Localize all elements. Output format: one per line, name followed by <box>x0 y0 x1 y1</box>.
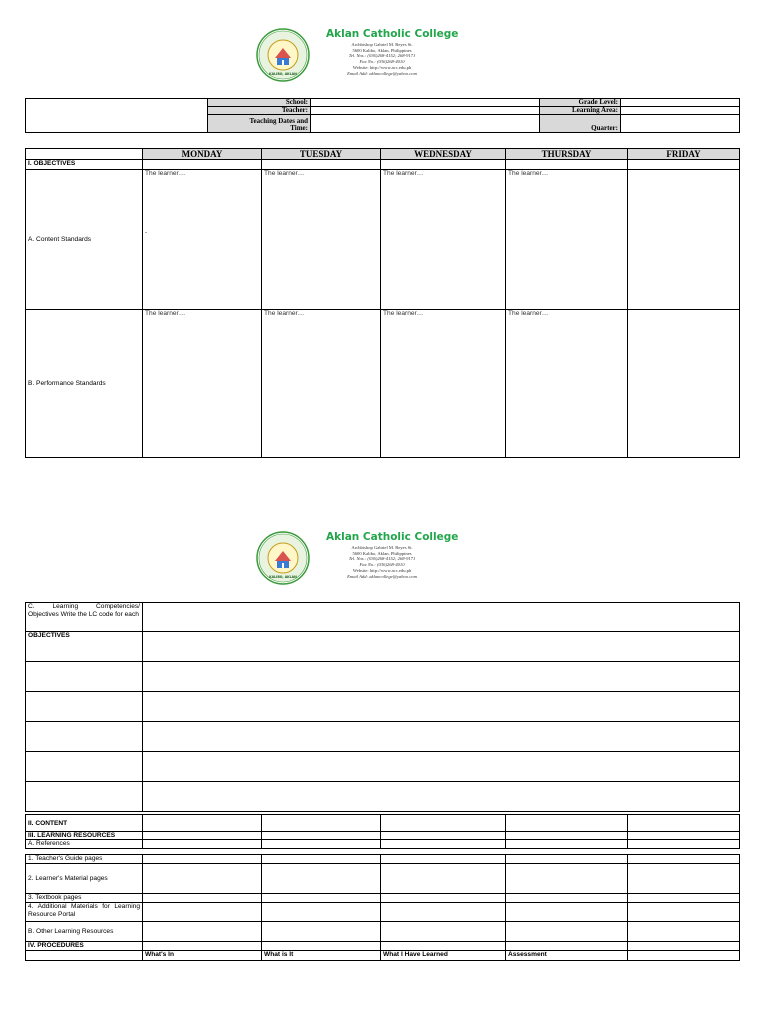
content-standards-label: A. Content Standards <box>26 170 143 310</box>
objective-row-field[interactable] <box>143 692 740 722</box>
competencies-field[interactable] <box>143 603 740 632</box>
performance-cell-friday[interactable] <box>628 310 740 458</box>
tg-cell[interactable] <box>381 855 506 864</box>
other-cell[interactable] <box>381 922 506 942</box>
objectives-field[interactable] <box>143 632 740 662</box>
objectives-table <box>25 148 740 458</box>
school-field[interactable] <box>311 99 540 107</box>
school-label: School: <box>208 99 311 107</box>
performance-cell-tuesday[interactable]: The learner… <box>262 310 381 458</box>
tg-cell[interactable] <box>143 855 262 864</box>
day-header: WEDNESDAY <box>381 149 506 160</box>
day-header: FRIDAY <box>628 149 740 160</box>
college-address: Archbishop Gabriel M. Reyes St. 5600 Kalibo, Aklan, Philippines Tel. Nos.: (036)268-4152; 268-9171 Fax No.: (036)268-4010 Website: http://www.acc.edu.ph Email Add: aklancollege@yahoo.com <box>347 42 417 76</box>
textbook-cell[interactable] <box>506 894 628 903</box>
college-address: Archbishop Gabriel M. Reyes St. 5600 Kalibo, Aklan, Philippines Tel. Nos.: (036)268-4152; 268-9171 Fax No.: (036)268-4010 Website: http://www.acc.edu.ph Email Add: aklancollege@yahoo.com <box>347 545 417 579</box>
procedures-friday <box>628 951 740 961</box>
resources-table <box>25 814 740 961</box>
additional-materials-label: 4. Additional Materials for Learning Resource Portal <box>26 903 143 922</box>
days-corner <box>26 149 143 160</box>
learning-area-field[interactable] <box>621 107 740 115</box>
content-cell-wednesday[interactable]: The learner… <box>381 170 506 310</box>
teacher-field[interactable] <box>311 107 540 115</box>
learning-resources-heading: III. LEARNING RESOURCES <box>26 832 143 840</box>
tg-cell[interactable] <box>262 855 381 864</box>
competencies-label: C. Learning Competencies/ Objectives Write the LC code for each <box>26 603 143 632</box>
references-label: A. References <box>26 840 143 849</box>
svg-text:KALIBO, AKLAN: KALIBO, AKLAN <box>269 72 297 76</box>
lm-cell[interactable] <box>262 864 381 894</box>
content-cell-friday[interactable] <box>628 170 740 310</box>
svg-text:KALIBO, AKLAN: KALIBO, AKLAN <box>269 575 297 579</box>
other-resources-label: B. Other Learning Resources <box>26 922 143 942</box>
objectives-label: OBJECTIVES <box>26 632 143 662</box>
college-logo <box>256 531 310 585</box>
additional-cell[interactable] <box>381 903 506 922</box>
objective-row-label <box>26 662 143 692</box>
objective-row-label <box>26 722 143 752</box>
textbook-cell[interactable] <box>381 894 506 903</box>
other-cell[interactable] <box>262 922 381 942</box>
quarter-label: Quarter: <box>540 115 621 133</box>
additional-cell[interactable] <box>628 903 740 922</box>
content-cell-tuesday[interactable]: The learner… <box>262 170 381 310</box>
teacher-info-table <box>25 98 740 133</box>
content-cell[interactable] <box>143 815 262 832</box>
procedures-heading: IV. PROCEDURES <box>26 942 143 951</box>
grade-level-field[interactable] <box>621 99 740 107</box>
content-cell[interactable] <box>628 815 740 832</box>
lm-pages-label: 2. Learner's Material pages <box>26 864 143 894</box>
textbook-cell[interactable] <box>262 894 381 903</box>
objective-row-field[interactable] <box>143 752 740 782</box>
lm-cell[interactable] <box>628 864 740 894</box>
objective-row-field[interactable] <box>143 722 740 752</box>
objective-row-field[interactable] <box>143 662 740 692</box>
textbook-pages-label: 3. Textbook pages <box>26 894 143 903</box>
content-cell-monday[interactable]: The learner… - <box>143 170 262 310</box>
teacher-label: Teacher: <box>208 107 311 115</box>
assessment-heading: Assessment <box>506 951 628 961</box>
other-cell[interactable] <box>506 922 628 942</box>
what-is-it-heading: What is It <box>262 951 381 961</box>
content-heading: II. CONTENT <box>26 815 143 832</box>
additional-cell[interactable] <box>143 903 262 922</box>
content-cell[interactable] <box>262 815 381 832</box>
whats-in-heading: What's In <box>143 951 262 961</box>
college-header-page2 <box>256 531 459 591</box>
teaching-dates-label: Teaching Dates and Time: <box>208 115 311 133</box>
day-header: TUESDAY <box>262 149 381 160</box>
grade-level-label: Grade Level: <box>540 99 621 107</box>
college-name: Aklan Catholic College <box>326 531 459 543</box>
performance-cell-thursday[interactable]: The learner… <box>506 310 628 458</box>
content-cell-thursday[interactable]: The learner… <box>506 170 628 310</box>
college-header <box>256 28 459 88</box>
performance-cell-wednesday[interactable]: The learner… <box>381 310 506 458</box>
textbook-cell[interactable] <box>143 894 262 903</box>
info-blank-cell <box>26 99 208 133</box>
objectives-heading: I. OBJECTIVES <box>26 160 143 170</box>
day-header: THURSDAY <box>506 149 628 160</box>
competencies-table <box>25 602 740 812</box>
content-cell[interactable] <box>381 815 506 832</box>
other-cell[interactable] <box>628 922 740 942</box>
objective-row-label <box>26 692 143 722</box>
college-logo <box>256 28 310 82</box>
teaching-dates-field[interactable] <box>311 115 540 133</box>
objective-row-label <box>26 752 143 782</box>
procedures-blank <box>26 951 143 961</box>
additional-cell[interactable] <box>262 903 381 922</box>
performance-standards-label: B. Performance Standards <box>26 310 143 458</box>
college-name: Aklan Catholic College <box>326 28 459 40</box>
tg-cell[interactable] <box>628 855 740 864</box>
objective-row-label <box>26 782 143 812</box>
lm-cell[interactable] <box>143 864 262 894</box>
other-cell[interactable] <box>143 922 262 942</box>
objective-row-field[interactable] <box>143 782 740 812</box>
tg-pages-label: 1. Teacher's Guide pages <box>26 855 143 864</box>
textbook-cell[interactable] <box>628 894 740 903</box>
content-cell[interactable] <box>506 815 628 832</box>
lm-cell[interactable] <box>506 864 628 894</box>
day-header: MONDAY <box>143 149 262 160</box>
lm-cell[interactable] <box>381 864 506 894</box>
tg-cell[interactable] <box>506 855 628 864</box>
learning-area-label: Learning Area: <box>540 107 621 115</box>
quarter-field[interactable] <box>621 115 740 133</box>
performance-cell-monday[interactable]: The learner… <box>143 310 262 458</box>
what-i-learned-heading: What I Have Learned <box>381 951 506 961</box>
additional-cell[interactable] <box>506 903 628 922</box>
